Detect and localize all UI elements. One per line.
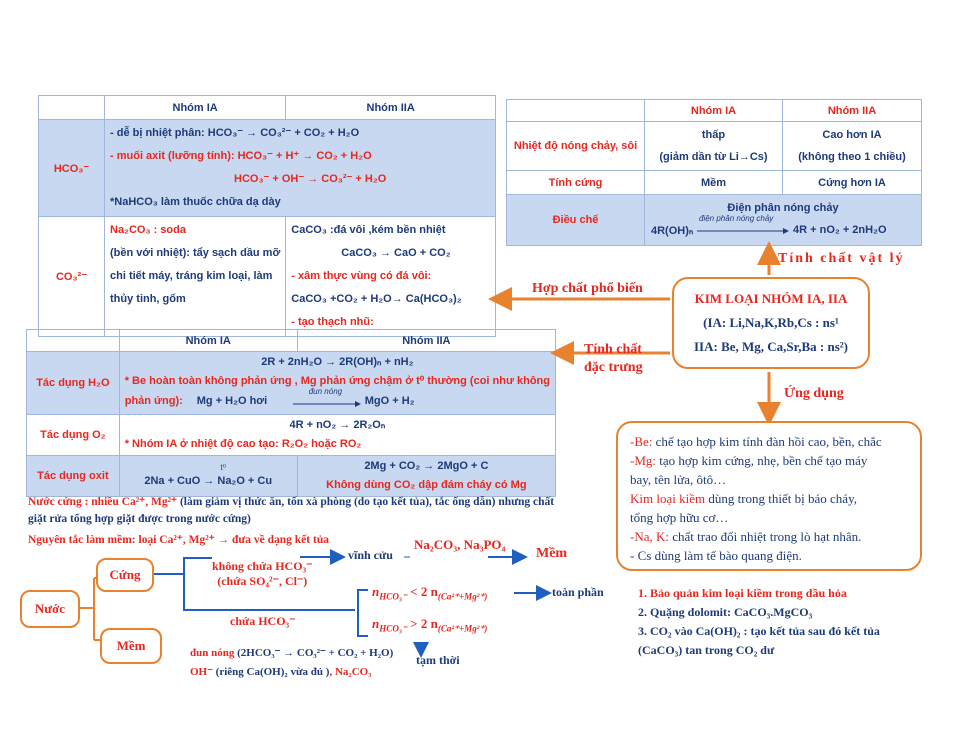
melting-label: Nhiệt độ nóng chảy, sôi — [507, 122, 645, 171]
co3-ia-line: (bền với nhiệt): tẩy sạch dầu mỡ — [110, 247, 281, 259]
soft-result-label: Mềm — [536, 546, 568, 561]
no-hco3-line2: (chứa SO₄²⁻, Cl⁻) — [217, 574, 308, 588]
hard-water-line2: giặt rửa tổng hợp giặt được trong nước cứng) — [28, 513, 251, 525]
cond-ion-sub: (Ca²⁺+Mg²⁺) — [437, 623, 488, 634]
hardness-ia: Mềm — [645, 171, 783, 195]
softening-principle: Nguyên tắc làm mềm: loại Ca²⁺, Mg²⁺ → đưa về dạng kết tủa — [28, 534, 329, 546]
label-applications: Ứng dụng — [784, 386, 844, 401]
app-text: chất trao đổi nhiệt trong lò hạt nhân. — [669, 529, 862, 544]
note-item: (CaCO₃) tan trong CO₂ dư — [638, 643, 775, 657]
note-item: 1. Bảo quản kim loại kiềm trong dầu hỏa — [638, 586, 847, 600]
co3-label: CO₃²⁻ — [39, 217, 105, 337]
cond-lt-rest: < 2 n — [410, 584, 438, 599]
oxide-label: Tác dụng oxit — [27, 456, 120, 497]
cond-n: n — [372, 616, 380, 631]
note-item: 2. Quặng dolomit: CaCO₃.MgCO₃ — [638, 605, 813, 619]
app-text: dùng trong thiết bị báo cháy, — [705, 491, 857, 506]
central-title: KIM LOẠI NHÓM IA, IIA — [694, 291, 848, 306]
no-hco3-branch — [212, 559, 313, 589]
oxygen-label: Tác dụng O₂ — [27, 415, 120, 456]
header-group-ia: Nhóm IA — [119, 330, 297, 352]
hco3-label: HCO₃⁻ — [39, 120, 105, 217]
app-text: dùng làm tế bào quang điện. — [651, 548, 802, 563]
co3-iia-line: - xâm thực vùng có đá vôi: — [291, 270, 432, 282]
hard-water-lead: Nước cứng : nhiều Ca²⁺, Mg²⁺ — [28, 496, 178, 508]
melting-iia: (không theo 1 chiều) — [798, 151, 906, 163]
boil-method — [190, 646, 393, 659]
oxide-iia-line: 2Mg + CO₂ → 2MgO + C — [364, 460, 489, 472]
label-chemical-2: đặc trưng — [584, 360, 643, 375]
boil-label: đun nóng — [190, 647, 235, 659]
condition-greater — [372, 616, 487, 635]
no-hco3-line1: không chứa HCO₃⁻ — [212, 559, 313, 573]
label-physical: Tính chất vật lý — [778, 251, 905, 266]
cond-gt-rest: > 2 n — [410, 616, 438, 631]
hardness-label: Tính cứng — [507, 171, 645, 195]
soft-node: Mềm — [100, 628, 162, 664]
hard-water-rest: (làm giảm vị thức ăn, tốn xà phòng (do tạo kết tủa), tắc ống dẫn) nhưng chất — [177, 496, 555, 508]
hard-node: Cứng — [96, 558, 154, 592]
app-key: -Na, K: — [630, 529, 669, 544]
na2co3-label: , Na₂CO₃ — [329, 666, 372, 678]
app-text: bay, tên lửa, ôtô… — [630, 472, 727, 487]
condition-less — [372, 584, 487, 603]
co3-ia-line: thủy tinh, gốm — [110, 293, 186, 305]
oxide-iia-line: Không dùng CO₂ dập đám cháy có Mg — [326, 479, 527, 491]
app-key: -Mg: — [630, 453, 656, 468]
cond-n-sub: HCO₃⁻ — [379, 623, 407, 634]
hco3-line: - muối axit (lưỡng tính): HCO₃⁻ + H⁺ → CO₂ + H₂O — [110, 150, 372, 162]
reagents-label: Na₂CO₃, Na₃PO₄ — [414, 537, 506, 552]
co3-iia-line: CaCO₃ → CaO + CO₂ — [341, 247, 451, 259]
hco3-line: - dễ bị nhiệt phân: HCO₃⁻ → CO₃²⁻ + CO₂ + H₂O — [110, 127, 360, 139]
oh-label: OH⁻ — [190, 666, 213, 678]
hco3-line: *NaHCO₃ làm thuốc chữa dạ dày — [110, 196, 281, 208]
hardness-iia: Cứng hơn IA — [783, 171, 922, 195]
label-chemical-1: Tính chất — [584, 342, 642, 357]
co3-ia-line: Na₂CO₃ : soda — [110, 224, 186, 236]
app-key: Kim loại kiềm — [630, 491, 706, 506]
header-group-ia: Nhóm IA — [645, 100, 783, 122]
app-key: -Be: — [630, 434, 653, 449]
central-ia-config: (IA: Li,Na,K,Rb,Cs : ns¹ — [703, 315, 839, 330]
prep-arrow-label: điện phân nóng chảy — [699, 214, 774, 223]
central-iia-config: IIA: Be, Mg, Ca,Sr,Ba : ns²) — [693, 339, 848, 354]
cond-ion-sub: (Ca²⁺+Mg²⁺) — [437, 591, 488, 602]
oxide-ia: 2Na + CuO → Na₂O + Cu — [144, 475, 273, 487]
app-key: - Cs — [630, 548, 652, 563]
app-text: tạo hợp kim cứng, nhẹ, bền chế tạo máy — [656, 453, 868, 468]
melting-ia: thấp — [701, 129, 726, 141]
label-compounds: Hợp chất phổ biến — [532, 281, 643, 296]
hco3-line: HCO₃⁻ + OH⁻ → CO₃²⁻ + H₂O — [234, 173, 387, 185]
oh-method — [190, 665, 372, 678]
co3-iia-line: CaCO₃ :đá vôi ,kém bền nhiệt — [291, 224, 446, 236]
co3-ia-line: chi tiết máy, tráng kim loại, làm — [110, 270, 273, 282]
water-line: Mg + H₂O hơi — [196, 395, 268, 407]
co3-iia-line: CaCO₃ +CO₂ + H₂O→ Ca(HCO₃)₂ — [291, 293, 462, 305]
app-text: tổng hợp hữu cơ… — [630, 510, 729, 525]
water-node: Nước — [20, 590, 80, 628]
cond-n-sub: HCO₃⁻ — [379, 591, 407, 602]
prep-title: Điện phân nóng chảy — [727, 202, 839, 214]
water-label: Tác dụng H₂O — [27, 352, 120, 415]
water-line: phản ứng): — [124, 395, 183, 407]
permanent-label: vĩnh cửu — [348, 548, 393, 562]
water-line: MgO + H₂ — [364, 395, 415, 407]
melting-ia: (giảm dần từ Li→Cs) — [659, 151, 768, 163]
water-line: * Be hoàn toàn không phản ứng , Mg phản ứng chậm ở t⁰ thường (coi như không — [124, 375, 550, 387]
co3-iia-line: - tạo thạch nhũ: — [291, 316, 374, 328]
prep-product: 4R + nO₂ + 2nH₂O — [793, 224, 887, 236]
header-group-ia: Nhóm IA — [105, 96, 286, 120]
oxygen-line: 4R + nO₂ → 2R₂Oₙ — [289, 419, 386, 431]
header-group-iia: Nhóm IIA — [297, 330, 555, 352]
prep-reactant: 4R(OH)ₙ — [651, 225, 694, 237]
header-group-iia: Nhóm IIA — [286, 96, 496, 120]
boil-equation: (2HCO₃⁻ → CO₃²⁻ + CO₂ + H₂O) — [234, 647, 394, 659]
has-hco3-label: chứa HCO₃⁻ — [230, 614, 296, 628]
water-line: 2R + 2nH₂O → 2R(OH)ₙ + nH₂ — [261, 356, 414, 368]
note-item: 3. CO₂ vào Ca(OH)₂ : tạo kết tủa sau đó kết tủa — [638, 624, 880, 638]
prep-label: Điều chế — [507, 195, 645, 246]
water-line: đun nóng — [308, 387, 343, 396]
temporary-hardness-label: tạm thời — [416, 653, 460, 667]
oxygen-line: * Nhóm IA ở nhiệt độ cao tạo: R₂O₂ hoặc RO₂ — [124, 438, 362, 450]
oh-rest: (riêng Ca(OH)₂ vừa đủ ) — [212, 666, 330, 678]
app-text: chế tạo hợp kim tính đàn hồi cao, bền, chắc — [652, 434, 882, 449]
cond-n: n — [372, 584, 380, 599]
total-hardness-label: toàn phần — [552, 585, 604, 599]
oxide-ia-temp: t⁰ — [220, 463, 226, 472]
header-group-iia: Nhóm IIA — [783, 100, 922, 122]
melting-iia: Cao hơn IA — [822, 129, 882, 141]
